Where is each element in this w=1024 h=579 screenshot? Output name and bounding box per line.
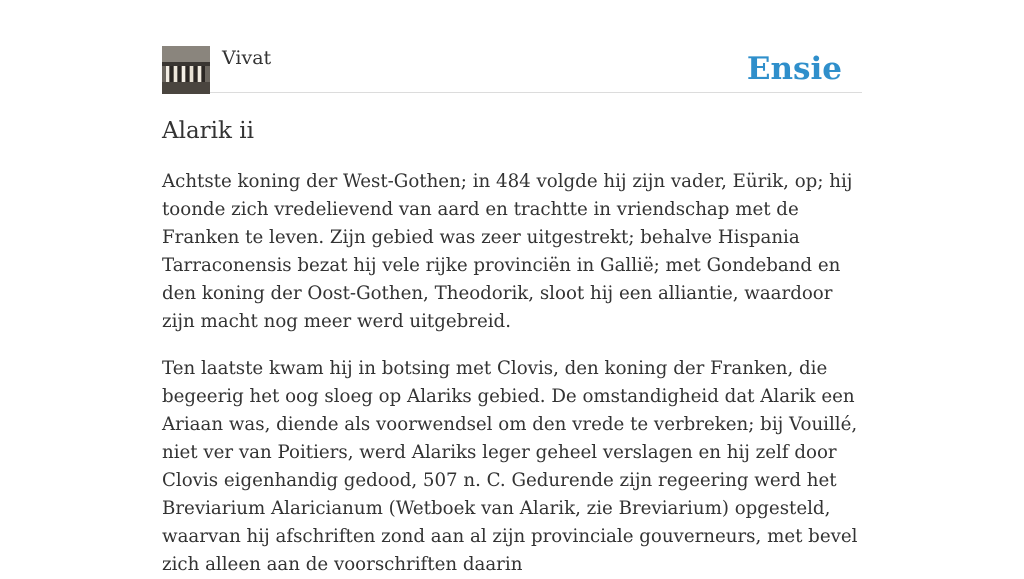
site-logo[interactable]: Ensie bbox=[746, 51, 842, 87]
bookshelf-avatar-image bbox=[162, 46, 210, 94]
article-paragraph: Achtste koning der West-Gothen; in 484 volgde hij zijn vader, Eürik, op; hij toonde zich vredelievend van aard en trachtte in vriendschap met de Franken te leven. Zijn gebied was zeer uitgestrekt; behalve Hispania Tarraconensis bezat hij vele rijke provinciën in Gallië; met Gondeband en den koning der Oost-Gothen, Theodorik, sloot hij een alliantie, waardoor zijn macht nog meer werd uitgebreid. bbox=[162, 171, 853, 332]
article-paragraph: Ten laatste kwam hij in botsing met Clovis, den koning der Franken, die begeerig het oog sloeg op Alariks gebied. De omstandigheid dat Alarik een Ariaan was, diende als voorwendsel om den vrede te verbreken; bij Vouillé, niet ver van Poitiers, werd Alariks leger geheel verslagen en hij zelf door Clovis eigenhandig gedood, 507 n. C. Gedurende zijn regeering werd het Breviarium Alaricianum (Wetboek van Alarik, zie Breviarium) opgesteld, waarvan hij afschriften zond aan al zijn provinciale gouverneurs, met bevel zich alleen aan de voorschriften daarin bbox=[162, 358, 858, 575]
article-title: Alarik ii bbox=[162, 118, 254, 144]
avatar[interactable] bbox=[162, 46, 210, 94]
author-name[interactable]: Vivat bbox=[222, 47, 272, 69]
header bbox=[162, 0, 862, 93]
article-container bbox=[162, 0, 862, 579]
